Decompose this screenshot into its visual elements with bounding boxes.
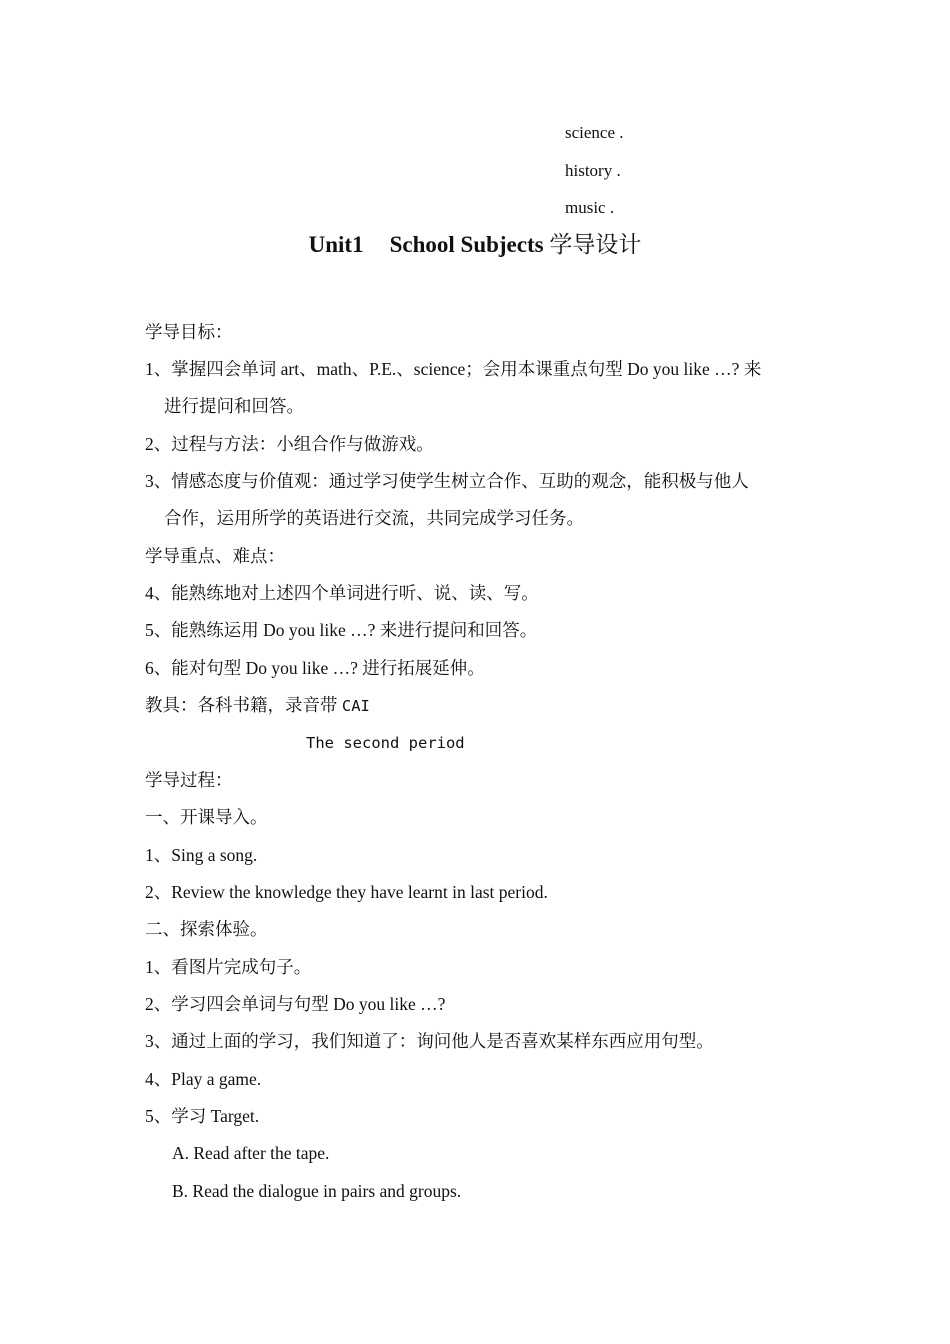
section-heading-key-points: 学导重点、难点： xyxy=(145,546,285,566)
title-unit: Unit1 xyxy=(308,232,364,257)
explore-subitem-a: A. Read after the tape. xyxy=(172,1143,330,1163)
floating-word-science: science . xyxy=(565,123,624,142)
teaching-aids xyxy=(145,693,370,718)
period-label: The second period xyxy=(306,734,465,752)
key-point-item-5: 5、能熟练运用 Do you like …? 来进行提问和回答。 xyxy=(145,620,538,640)
intro-item-1: 1、Sing a song. xyxy=(145,845,258,865)
title-subject: School Subjects xyxy=(389,232,544,257)
page-title xyxy=(0,230,950,260)
teaching-aids-cai: CAI xyxy=(341,697,370,715)
key-point-item-4: 4、能熟练地对上述四个单词进行听、说、读、写。 xyxy=(145,583,539,603)
section-heading-process: 学导过程： xyxy=(145,770,233,790)
floating-word-history: history . xyxy=(565,161,621,180)
objective-item-2: 2、过程与方法：小组合作与做游戏。 xyxy=(145,434,434,454)
section-heading-objectives: 学导目标： xyxy=(145,322,233,342)
objective-item-1: 1、掌握四会单词 art、math、P.E.、science；会用本课重点句型 Do you like …? 来 xyxy=(145,359,762,379)
explore-subitem-b: B. Read the dialogue in pairs and groups. xyxy=(172,1181,462,1201)
floating-word-music: music . xyxy=(565,198,615,217)
explore-item-1: 1、看图片完成句子。 xyxy=(145,957,312,977)
step-heading-intro: 一、开课导入。 xyxy=(145,807,268,827)
explore-item-2: 2、学习四会单词与句型 Do you like …? xyxy=(145,994,446,1014)
objective-item-1-cont: 进行提问和回答。 xyxy=(164,396,304,416)
explore-item-5: 5、学习 Target. xyxy=(145,1106,260,1126)
title-suffix: 学导设计 xyxy=(549,232,642,257)
intro-item-2: 2、Review the knowledge they have learnt in last period. xyxy=(145,882,548,902)
teaching-aids-text: 教具：各科书籍，录音带 CAI xyxy=(145,695,370,715)
objective-item-3-cont: 合作，运用所学的英语进行交流，共同完成学习任务。 xyxy=(164,508,584,528)
explore-item-3: 3、通过上面的学习，我们知道了：询问他人是否喜欢某样东西应用句型。 xyxy=(145,1031,714,1051)
key-point-item-6: 6、能对句型 Do you like …? 进行拓展延伸。 xyxy=(145,658,485,678)
step-heading-explore: 二、探索体验。 xyxy=(145,919,268,939)
objective-item-3: 3、情感态度与价值观：通过学习使学生树立合作、互助的观念，能积极与他人 xyxy=(145,471,749,491)
explore-item-4: 4、Play a game. xyxy=(145,1069,262,1089)
